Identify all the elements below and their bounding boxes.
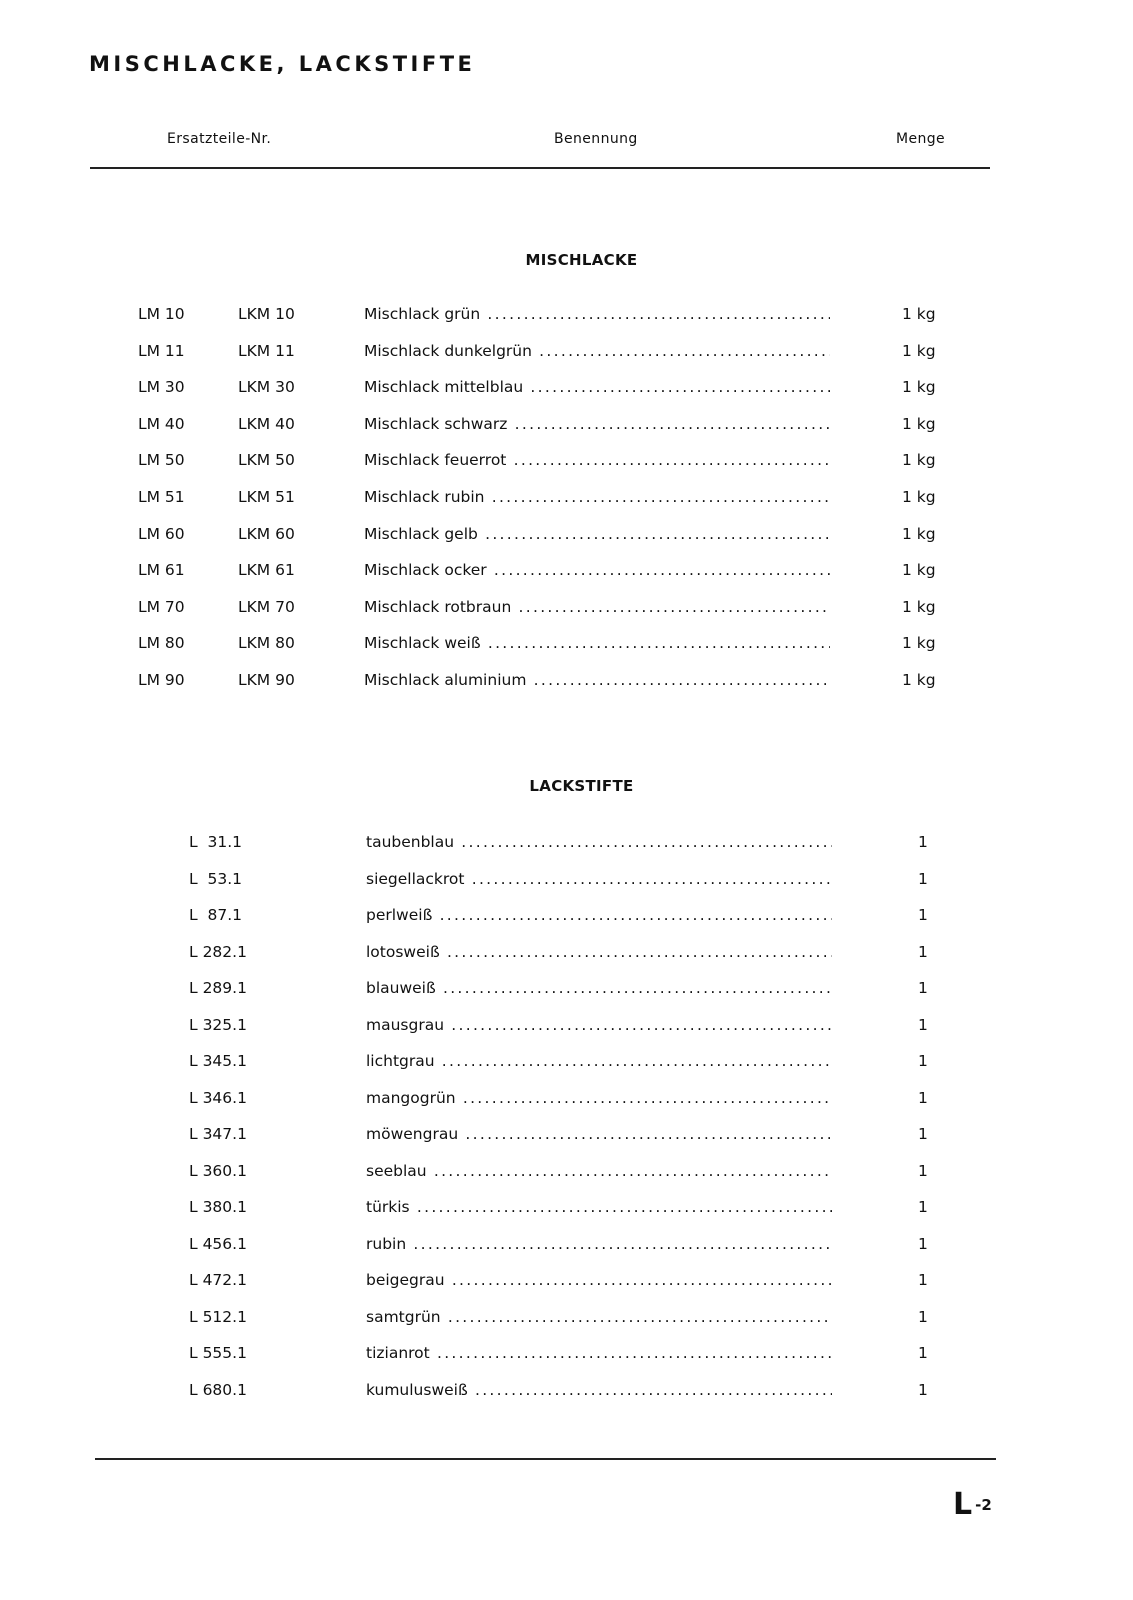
part-number-lm: LM 30 — [138, 378, 185, 397]
list-item — [0, 870, 1133, 907]
item-quantity: 1 kg — [902, 597, 936, 616]
header-rule — [90, 167, 990, 169]
list-item — [0, 1052, 1133, 1089]
page-title: MISCHLACKE, LACKSTIFTE — [89, 52, 476, 76]
item-name: mangogrün ..... — [366, 1089, 832, 1107]
page-number-letter: L — [953, 1487, 973, 1522]
list-item — [0, 1308, 1133, 1345]
part-number-lm: LM 80 — [138, 634, 185, 653]
item-name: Mischlack gelb ..... — [364, 525, 830, 543]
item-quantity: 1 — [918, 906, 928, 924]
item-quantity: 1 — [918, 1088, 928, 1107]
item-name: Mischlack grün ..... — [364, 305, 830, 323]
item-quantity: 1 — [918, 1198, 928, 1216]
part-number-lkm: LKM 10 — [238, 305, 295, 323]
part-number-lkm: LKM 60 — [238, 524, 295, 543]
item-quantity: 1 kg — [902, 561, 936, 580]
item-name: mausgrau ..... — [366, 1016, 832, 1034]
part-number-lkm: LKM 51 — [238, 487, 295, 506]
column-header-quantity: Menge — [896, 131, 946, 147]
part-number: L 325.1 — [189, 1015, 247, 1034]
item-name: blauweiß ..... — [366, 979, 832, 997]
list-item — [0, 378, 1133, 415]
part-number-lm: LM 50 — [138, 451, 185, 470]
part-number: L 53.1 — [189, 869, 243, 888]
part-number-lkm: LKM 61 — [238, 561, 295, 580]
item-quantity: 1 — [918, 1125, 928, 1143]
section-heading-lackstifte: LACKSTIFTE — [529, 777, 634, 795]
item-name: taubenblau ..... — [366, 833, 832, 851]
section-heading-mischlacke: MISCHLACKE — [525, 251, 638, 269]
item-quantity: 1 kg — [902, 634, 936, 653]
item-quantity: 1 — [918, 833, 928, 851]
list-item — [0, 906, 1133, 943]
footer-rule — [95, 1458, 996, 1460]
list-item — [0, 943, 1133, 980]
item-quantity: 1 kg — [902, 524, 936, 543]
item-name: Mischlack weiß ..... — [364, 634, 830, 652]
item-name: Mischlack dunkelgrün ..... — [364, 342, 830, 360]
part-number: L 360.1 — [189, 1161, 247, 1180]
part-number: L 31.1 — [189, 833, 243, 851]
part-number: L 512.1 — [189, 1307, 247, 1326]
item-name: kumulusweiß ..... — [366, 1381, 832, 1399]
part-number-lm: LM 10 — [138, 305, 185, 323]
part-number-lm: LM 51 — [138, 487, 185, 506]
part-number-lkm: LKM 70 — [238, 597, 295, 616]
part-number-lkm: LKM 11 — [238, 341, 295, 360]
part-number-lkm: LKM 30 — [238, 378, 295, 397]
list-item — [0, 598, 1133, 635]
mischlacke-list — [0, 305, 1133, 708]
item-name: tizianrot ..... — [366, 1344, 832, 1362]
list-item — [0, 1235, 1133, 1272]
part-number-lkm: LKM 40 — [238, 414, 295, 433]
list-item — [0, 525, 1133, 562]
part-number-lm: LM 40 — [138, 414, 185, 433]
part-number: L 380.1 — [189, 1198, 247, 1216]
item-quantity: 1 — [918, 979, 928, 997]
item-name: möwengrau ..... — [366, 1125, 832, 1143]
item-name: Mischlack ocker ..... — [364, 561, 830, 579]
list-item — [0, 305, 1133, 342]
part-number: L 345.1 — [189, 1052, 247, 1070]
item-name: türkis ..... — [366, 1198, 832, 1216]
list-item — [0, 415, 1133, 452]
item-quantity: 1 — [918, 1380, 928, 1399]
part-number: L 289.1 — [189, 979, 247, 997]
item-quantity: 1 kg — [902, 670, 936, 689]
part-number-lm: LM 61 — [138, 561, 185, 580]
item-name: perlweiß ..... — [366, 906, 832, 924]
part-number: L 456.1 — [189, 1234, 247, 1253]
column-header-number: Ersatzteile-Nr. — [167, 131, 272, 147]
column-header-name: Benennung — [554, 131, 638, 147]
list-item — [0, 1344, 1133, 1381]
part-number: L 680.1 — [189, 1380, 247, 1399]
list-item — [0, 451, 1133, 488]
list-item — [0, 342, 1133, 379]
item-quantity: 1 kg — [902, 487, 936, 506]
item-name: Mischlack mittelblau ..... — [364, 378, 830, 396]
item-quantity: 1 kg — [902, 451, 936, 470]
part-number-lm: LM 70 — [138, 597, 185, 616]
part-number-lm: LM 90 — [138, 670, 185, 689]
list-item — [0, 1089, 1133, 1126]
item-quantity: 1 — [918, 1307, 928, 1326]
item-name: seeblau ..... — [366, 1162, 832, 1180]
list-item — [0, 1198, 1133, 1235]
list-item — [0, 1162, 1133, 1199]
list-item — [0, 488, 1133, 525]
page-number-suffix: -2 — [975, 1496, 992, 1514]
part-number: L 347.1 — [189, 1125, 247, 1143]
item-quantity: 1 kg — [902, 414, 936, 433]
list-item — [0, 979, 1133, 1016]
item-name: samtgrün ..... — [366, 1308, 832, 1326]
list-item — [0, 671, 1133, 708]
item-quantity: 1 — [918, 1271, 928, 1289]
list-item — [0, 561, 1133, 598]
item-name: rubin ..... — [366, 1235, 832, 1253]
part-number-lkm: LKM 80 — [238, 634, 295, 653]
part-number: L 87.1 — [189, 906, 243, 924]
item-name: Mischlack schwarz ..... — [364, 415, 830, 433]
item-quantity: 1 kg — [902, 305, 936, 323]
page-number — [953, 1487, 992, 1522]
part-number-lm: LM 60 — [138, 524, 185, 543]
list-item — [0, 634, 1133, 671]
item-name: beigegrau ..... — [366, 1271, 832, 1289]
part-number-lkm: LKM 90 — [238, 670, 295, 689]
lackstifte-list — [0, 833, 1133, 1417]
item-quantity: 1 — [918, 1015, 928, 1034]
item-quantity: 1 — [918, 942, 928, 961]
part-number-lkm: LKM 50 — [238, 451, 295, 470]
item-quantity: 1 — [918, 1052, 928, 1070]
list-item — [0, 1016, 1133, 1053]
item-name: Mischlack rubin ..... — [364, 488, 830, 506]
list-item — [0, 1125, 1133, 1162]
item-name: lotosweiß ..... — [366, 943, 832, 961]
part-number: L 555.1 — [189, 1344, 247, 1362]
part-number-lm: LM 11 — [138, 341, 185, 360]
part-number: L 346.1 — [189, 1088, 247, 1107]
item-name: Mischlack aluminium ..... — [364, 671, 830, 689]
part-number: L 472.1 — [189, 1271, 247, 1289]
item-quantity: 1 — [918, 1344, 928, 1362]
item-quantity: 1 kg — [902, 378, 936, 397]
item-name: siegellackrot ..... — [366, 870, 832, 888]
part-number: L 282.1 — [189, 942, 247, 961]
item-quantity: 1 — [918, 1161, 928, 1180]
item-name: lichtgrau ..... — [366, 1052, 832, 1070]
item-name: Mischlack feuerrot ..... — [364, 451, 830, 469]
list-item — [0, 1271, 1133, 1308]
item-quantity: 1 kg — [902, 341, 936, 360]
list-item — [0, 833, 1133, 870]
item-quantity: 1 — [918, 869, 928, 888]
item-quantity: 1 — [918, 1234, 928, 1253]
list-item — [0, 1381, 1133, 1418]
item-name: Mischlack rotbraun ..... — [364, 598, 830, 616]
